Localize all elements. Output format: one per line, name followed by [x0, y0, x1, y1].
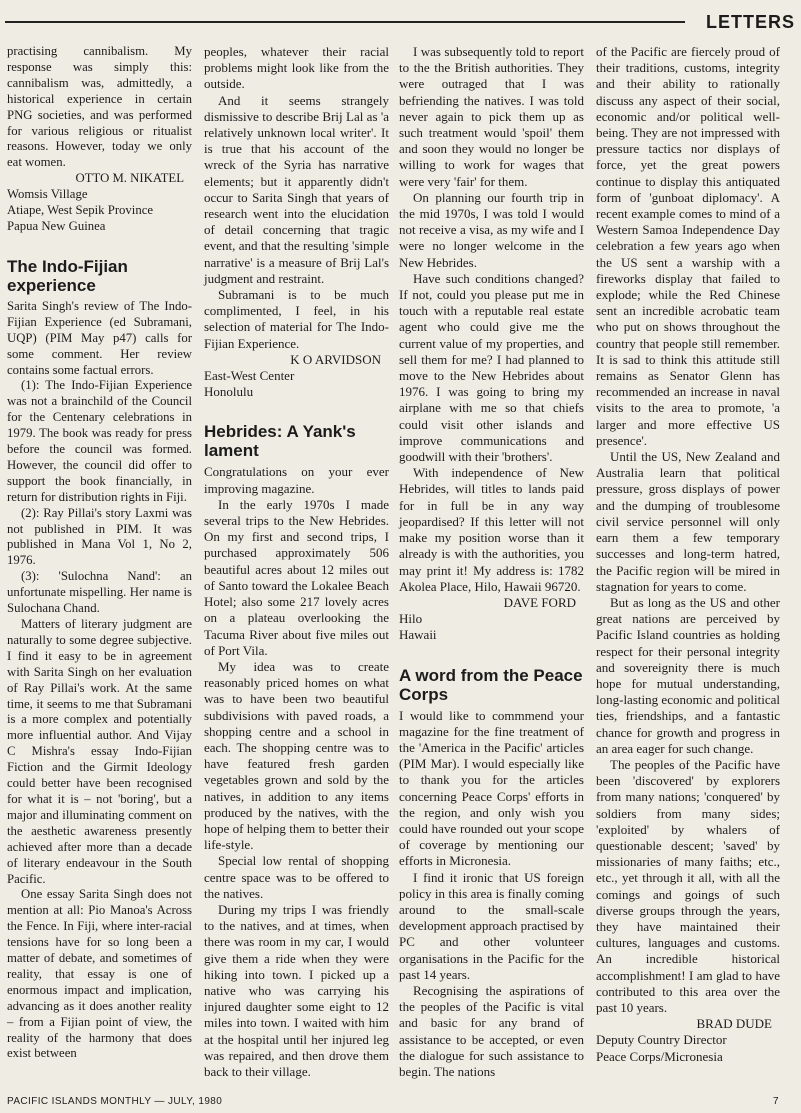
letter-text: On planning our fourth trip in the mid 1970s, I was told I would not receive a visa, as my wife and I were no longer welcome in the New Hebrides.	[399, 189, 584, 270]
letter-text: I find it ironic that US foreign policy in this area is finally coming around to the small-scale development approach practised by PC and other volunteer organisations in the Pacific for the past 14 years.	[399, 869, 584, 982]
letter-address: Womsis Village	[7, 187, 88, 202]
letter-signature: K O ARVIDSON	[290, 351, 381, 367]
letter-address: Honolulu	[204, 384, 254, 400]
letter-address: Peace Corps/Micronesia	[596, 1048, 723, 1064]
letter-address: Papua New Guinea	[7, 218, 106, 233]
letter-text: With independence of New Hebrides, will titles to lands paid for in full be in any way jeopardised? If this letter will not make my position worse than it already is with the authorities, you may print it! My address is: 1782 Akolea Place, Hilo, Hawaii 96720.	[399, 465, 584, 594]
letter-text: Until the US, New Zealand and Australia learn that political pressure, gross displays of power and the dumping of troublesome civil service personnel will only earn them a few temporary successes and long-term hatred, the Pacific region will be mired in stagnation for years to come.	[596, 449, 780, 594]
letter-text: My idea was to create reasonably priced homes on what was to have been two beautiful subdivisions with paved roads, a shopping centre and a school in each. The shopping centre was to have featured fresh garden vegetables grown and sold by the natives, in addition to any items produced by the natives, with the hope of helping them to better their life-style.	[204, 658, 389, 853]
section-title: LETTERS	[705, 12, 795, 32]
letter-text: And it seems strangely dismissive to describe Brij Lal as 'a relatively unknown local writer'. It is true that his account of the wreck of the Syria has narrative elements; but it apparently didn't occur to Sarita Singh that years of research went into the elucidation of detail concerning that tragic event, and that the resulting 'simple narrative' is a measure of Brij Lal's judgment and restraint.	[204, 92, 389, 286]
letter-address: East-West Center	[204, 368, 295, 384]
header-rule	[5, 21, 685, 23]
letter-text: (1): The Indo-Fijian Experience was not a brainchild of the Council for the Centenary celebrations in 1979. The book was ready for press before the council was formed. However, the council did offer to support the book financially, in return for distribution rights in Fiji.	[7, 378, 192, 504]
letter-text: In the early 1970s I made several trips to the New Hebrides. On my first and second trips, I purchased approximately 506 beautiful acres about 12 miles out of Santo toward the Lokalee Beach Hotel; also some 217 lovely acres on a plateau overlooking the Tacuma River about five miles out of Port Vila.	[204, 496, 389, 658]
letter-text: Subramani is to be much complimented, I feel, in his selection of material for The Indo-Fijian Experience.	[204, 287, 389, 351]
letter-text: Recognising the aspirations of the peoples of the Pacific is vital and basic for any brand of assistance to be accepted, or even the dialogue for such assistance to begin. The nations	[399, 982, 584, 1079]
column-2	[204, 44, 389, 1080]
column-1	[7, 44, 192, 1062]
letter-text: During my trips I was friendly to the natives, and at times, when there was room in my car, I would give them a ride when they were hiking into town. I picked up a native who was carrying his injured daughter some eight to 12 miles into town. I waited with him at the hospital until her injured leg was repaired, and then drove them back to their village.	[204, 901, 389, 1079]
letter-text: of the Pacific are fiercely proud of their traditions, customs, integrity and their ability to rationally discuss any aspect of their social, economic and/or political well-being. They are not impressed with pressure tactics nor displays of force, yet the great powers continue to display this antiquated form of 'gunboat diplomacy'. A recent example comes to mind of a Western Samoa Independence Day celebration a few years ago when the US sent a warship with a fireworks display that failed to explode; while the Red Chinese sent an incredible acrobatic team who put on shows throughout the country that people still remember. It is sad to think this attitude still remains as Senator Glenn has recommended an increase in naval visits to the area to promote, 'a larger and more effective US presence'.	[596, 44, 780, 448]
letter-text: The peoples of the Pacific have been 'discovered' by explorers from many nations; 'conquered' by soldiers from many sides; 'exploited' by whalers of questionable descent; 'saved' by missionaries of many faiths; etc., etc., yet through it all, with all the comings and goings of such diverse groups through the years, they have maintained their cultures, languages and customs. An incredible historical accomplishment! I am glad to have contributed to this area over the past 10 years.	[596, 756, 780, 1015]
letter-heading: The Indo-Fijian experience	[7, 256, 128, 295]
footer-publication: PACIFIC ISLANDS MONTHLY — JULY, 1980	[7, 1096, 223, 1107]
letter-text: Special low rental of shopping centre space was to be offered to the natives.	[204, 853, 389, 901]
letter-text: peoples, whatever their racial problems might look like from the outside.	[204, 44, 389, 92]
letter-heading: Hebrides: A Yank's lament	[204, 422, 356, 461]
letter-address: Hawaii	[399, 627, 437, 643]
letter-address: Hilo	[399, 611, 423, 627]
letter-text: (2): Ray Pillai's story Laxmi was not published in PIM. It was published in Mana Vol 1, No 2, 1976.	[7, 505, 192, 568]
letter-text: Matters of literary judgment are naturally to some degree subjective. I find it easy to be in agreement with Sarita Singh on her evaluation of Ray Pillai's work. At the same time, it seems to me that Subramani is a more complex and potentially more influential author. And Vijay C Mishra's essay Indo-Fijian Fiction and the Girmit Ideology could better have been recognised for what it is – not 'boring', but a major and illuminating comment on the aesthetic awareness presently achieved after more than a decade of literary endeavour in the South Pacific.	[7, 617, 192, 886]
letter-text: Have such conditions changed? If not, could you please put me in touch with a reputable real estate agent who could give me the current value of my properties, and sell them for me? I had planned to move to the New Hebrides about 1976. I was going to bring my airplane with me so that chiefs could visit other islands and improve communications and goodwill with their 'brothers'.	[399, 270, 584, 465]
letter-text: Congratulations on your ever improving magazine.	[204, 464, 389, 496]
page-number: 7	[773, 1096, 779, 1107]
letter-signature: DAVE FORD	[503, 594, 576, 610]
column-3	[399, 44, 584, 1080]
letter-text: I was subsequently told to report to the the British authorities. They were outraged that I was befriending the natives. I was told never again to pick them up as such treatment would 'spoil' them and soon they would no longer be willing to work for wages that were very 'fair' for them.	[399, 44, 584, 189]
letter-text: (3): 'Sulochna Nand': an unfortunate mispelling. Her name is Sulochana Chand.	[7, 569, 192, 616]
letter-text: One essay Sarita Singh does not mention at all: Pio Manoa's Across the Fence. In Fiji, where inter-racial tensions have for so long been a matter of debate, and sometimes of reality, that essay is one of enormous impact and implication, advancing as it does another reality – from a Fijian point of view, the reality of the harmony that does exist between	[7, 887, 192, 1061]
letter-text: But as long as the US and other great nations are perceived by Pacific Island countries as holding respect for their personal integrity and sovereignity there is much hope for mutual understanding, long-lasting economic and political ties, friendships, and a fantastic chance for growth and progress in an area eager for such change.	[596, 594, 780, 756]
letter-signature: OTTO M. NIKATEL	[75, 171, 184, 186]
letter-text: Sarita Singh's review of The Indo-Fijian Experience (ed Subramani, UQP) (PIM May p47) calls for some comment. Her review contains some factual errors.	[7, 298, 192, 377]
letter-address: Atiape, West Sepik Province	[7, 203, 154, 218]
letter-signature: BRAD DUDE	[696, 1016, 772, 1032]
letter-text: I would like to commmend your magazine for the fine treatment of the 'America in the Pacific' articles (PIM Mar). I would especially like to thank you for the articles concerning Peace Corps' efforts in the region, and only wish you could have rounded out your scope of coverage by mentioning our efforts in Micronesia.	[399, 707, 584, 869]
letter-heading: A word from the Peace Corps	[399, 665, 583, 704]
letter-text: practising cannibalism. My response was simply this: cannibalism was, admittedly, a historical experience in certain PNG societies, and was performed for various religious or ritualist reasons. However, today we only eat women.	[7, 44, 192, 170]
column-4	[596, 44, 780, 1065]
letter-address: Deputy Country Director	[596, 1032, 727, 1048]
